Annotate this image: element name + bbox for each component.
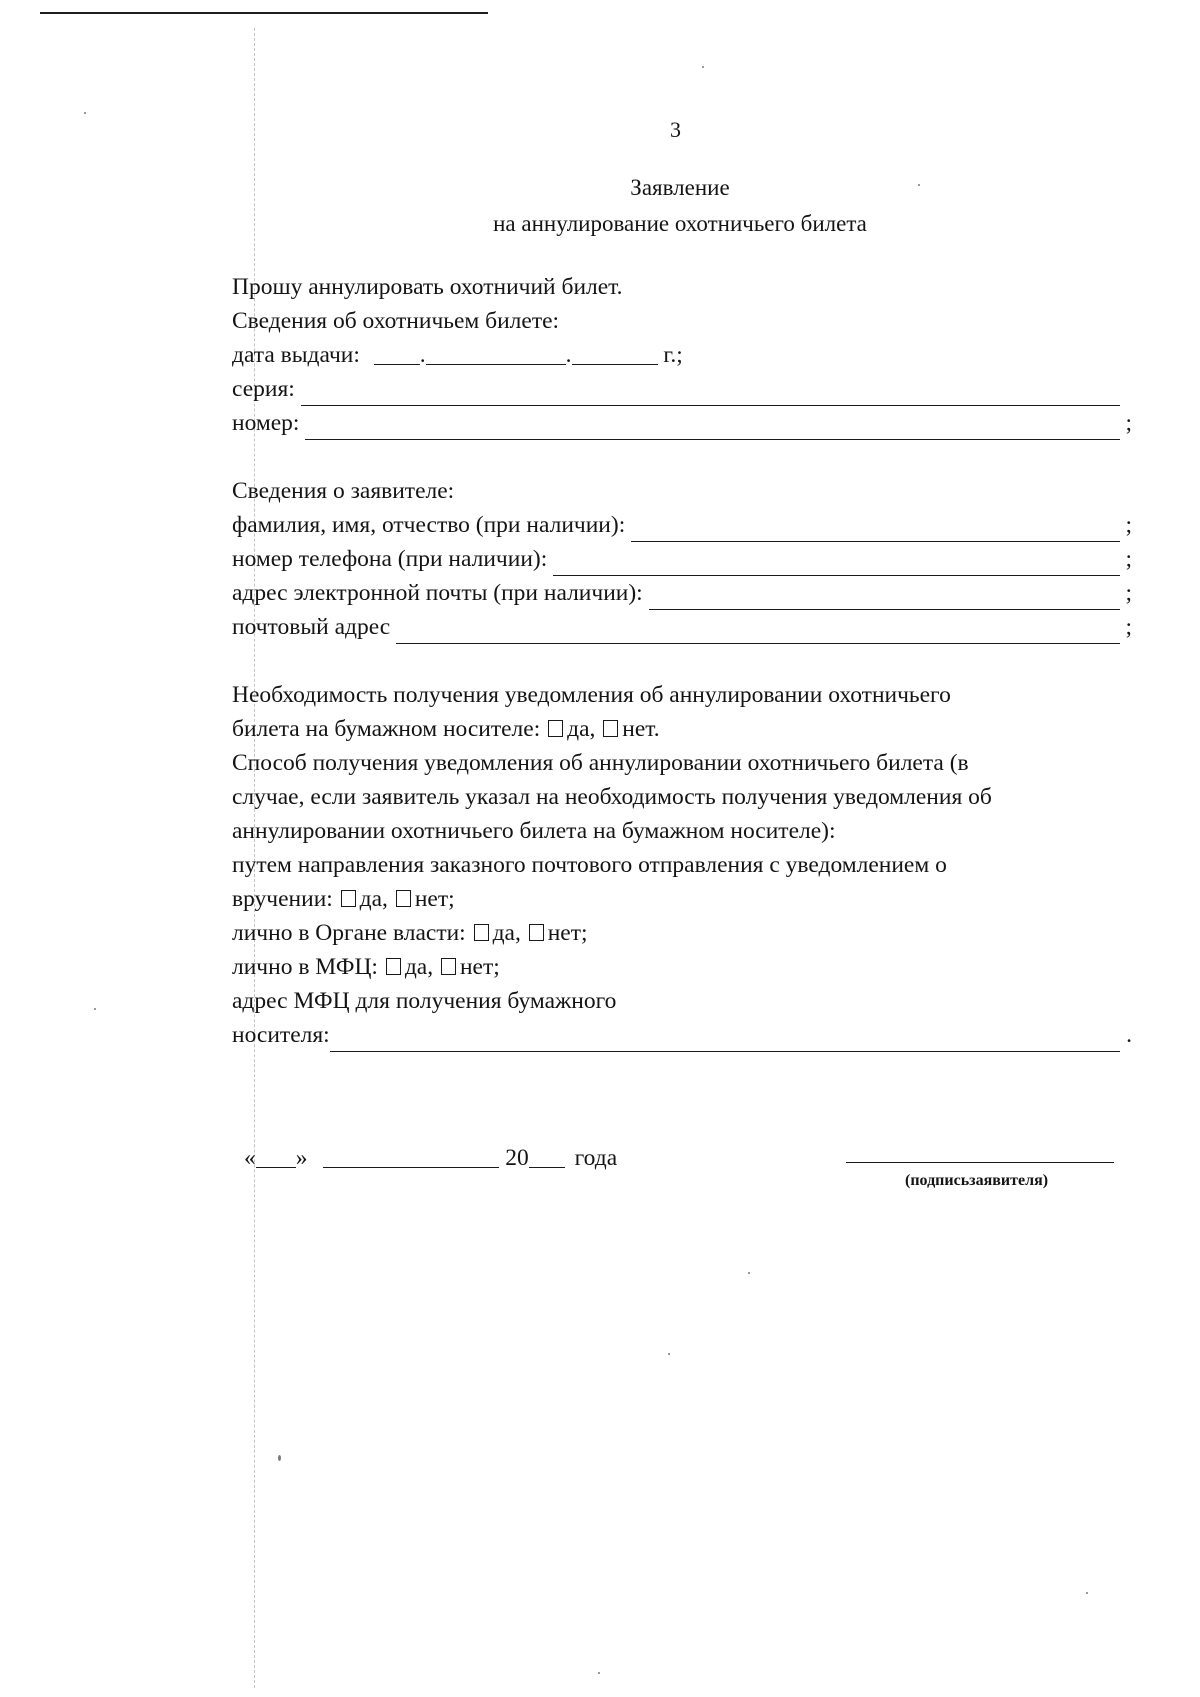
method-line-1: Способ получения уведомления об аннулировании охотничьего билета (в	[232, 750, 969, 776]
scan-speck	[702, 66, 704, 68]
date-row	[244, 1145, 617, 1172]
year-field[interactable]	[529, 1145, 565, 1168]
no-label: нет.	[622, 716, 660, 742]
yes-label: да,	[359, 886, 388, 912]
line-end-mark: .	[1126, 1022, 1132, 1048]
yes-label: да,	[492, 920, 521, 946]
paper-yes-checkbox[interactable]	[548, 720, 563, 737]
page-number: 3	[670, 117, 681, 142]
issue-date-row	[232, 338, 1132, 372]
mail-option-label: вручении:	[232, 886, 333, 912]
yes-label: да,	[404, 954, 434, 980]
quote-close: »	[295, 1145, 308, 1171]
mail-yes-checkbox[interactable]	[341, 890, 356, 907]
issue-month-field[interactable]	[426, 342, 566, 365]
number-label: номер:	[232, 410, 300, 436]
quote-open: «	[244, 1145, 256, 1171]
mfc-address-field[interactable]	[330, 1027, 1120, 1052]
line-end-mark: ;	[1125, 580, 1132, 606]
email-label: адрес электронной почты (при наличии):	[232, 580, 643, 606]
postal-address-row	[232, 610, 1132, 644]
mfc-option-row	[232, 950, 1132, 984]
number-row	[232, 406, 1132, 440]
request-line: Прошу аннулировать охотничий билет.	[232, 274, 623, 300]
full-name-label: фамилия, имя, отчество (при наличии):	[232, 512, 626, 538]
line-end-mark: ;	[1125, 614, 1132, 640]
no-label: нет;	[547, 920, 588, 946]
signature-caption: (подписьзаявителя)	[905, 1172, 1049, 1189]
issue-date-suffix: г.;	[663, 342, 683, 368]
issue-day-field[interactable]	[374, 342, 420, 365]
year-suffix: года	[574, 1145, 618, 1171]
mfc-address-label: носителя:	[232, 1022, 330, 1048]
mail-no-checkbox[interactable]	[396, 890, 411, 907]
email-field[interactable]	[649, 585, 1120, 610]
no-label: нет;	[414, 886, 455, 912]
no-label: нет;	[459, 954, 500, 980]
issue-date-label: дата выдачи:	[232, 342, 360, 368]
paper-no-checkbox[interactable]	[603, 720, 618, 737]
line-end-mark: ;	[1125, 410, 1132, 436]
scan-speck	[598, 1672, 600, 1674]
scan-speck	[1086, 1592, 1088, 1594]
paper-notice-row	[232, 712, 1132, 746]
scan-speck	[668, 1353, 670, 1355]
date-separator: .	[565, 342, 572, 368]
email-row	[232, 576, 1132, 610]
phone-field[interactable]	[553, 551, 1120, 576]
scan-speck	[84, 112, 86, 114]
document-header	[420, 170, 940, 242]
mfc-yes-checkbox[interactable]	[386, 958, 401, 975]
scan-speck	[748, 1272, 750, 1274]
paper-notice-line-1: Необходимость получения уведомления об аннулировании охотничьего	[232, 682, 951, 708]
day-field[interactable]	[256, 1145, 296, 1168]
phone-row	[232, 542, 1132, 576]
form-body	[232, 270, 1132, 1052]
applicant-info-heading: Сведения о заявителе:	[232, 478, 455, 504]
full-name-field[interactable]	[631, 517, 1120, 542]
scan-speck	[278, 1455, 281, 1461]
ticket-info-heading: Сведения об охотничьем билете:	[232, 308, 560, 334]
top-rule	[40, 12, 488, 14]
series-row	[232, 372, 1132, 406]
series-field[interactable]	[301, 381, 1120, 406]
authority-option-label: лично в Органе власти:	[232, 920, 466, 946]
document-title: Заявление	[630, 175, 730, 200]
method-line-3: аннулировании охотничьего билета на бумажном носителе):	[232, 818, 836, 844]
authority-no-checkbox[interactable]	[529, 924, 544, 941]
mfc-address-line-1: адрес МФЦ для получения бумажного	[232, 988, 617, 1014]
method-line-2: случае, если заявитель указал на необходимость получения уведомления об	[232, 784, 992, 810]
phone-label: номер телефона (при наличии):	[232, 546, 548, 572]
mfc-address-row	[232, 1018, 1132, 1052]
mfc-option-label: лично в МФЦ:	[232, 954, 378, 980]
date-separator: .	[419, 342, 426, 368]
scan-speck	[94, 1008, 96, 1010]
signature-field[interactable]	[846, 1162, 1114, 1163]
document-subtitle: на аннулирование охотничьего билета	[493, 211, 867, 236]
postal-address-field[interactable]	[396, 619, 1120, 644]
authority-option-row	[232, 916, 1132, 950]
series-label: серия:	[232, 376, 295, 402]
postal-address-label: почтовый адрес	[232, 614, 391, 640]
mail-option-row	[232, 882, 1132, 916]
number-field[interactable]	[305, 415, 1120, 440]
paper-notice-label: билета на бумажном носителе:	[232, 716, 541, 742]
issue-year-field[interactable]	[572, 342, 658, 365]
mail-line-1: путем направления заказного почтового отправления с уведомлением о	[232, 852, 947, 878]
authority-yes-checkbox[interactable]	[474, 924, 489, 941]
line-end-mark: ;	[1125, 546, 1132, 572]
mfc-no-checkbox[interactable]	[441, 958, 456, 975]
month-field[interactable]	[323, 1145, 499, 1168]
line-end-mark: ;	[1125, 512, 1132, 538]
year-prefix: 20	[505, 1145, 529, 1171]
full-name-row	[232, 508, 1132, 542]
yes-label: да,	[567, 716, 596, 742]
